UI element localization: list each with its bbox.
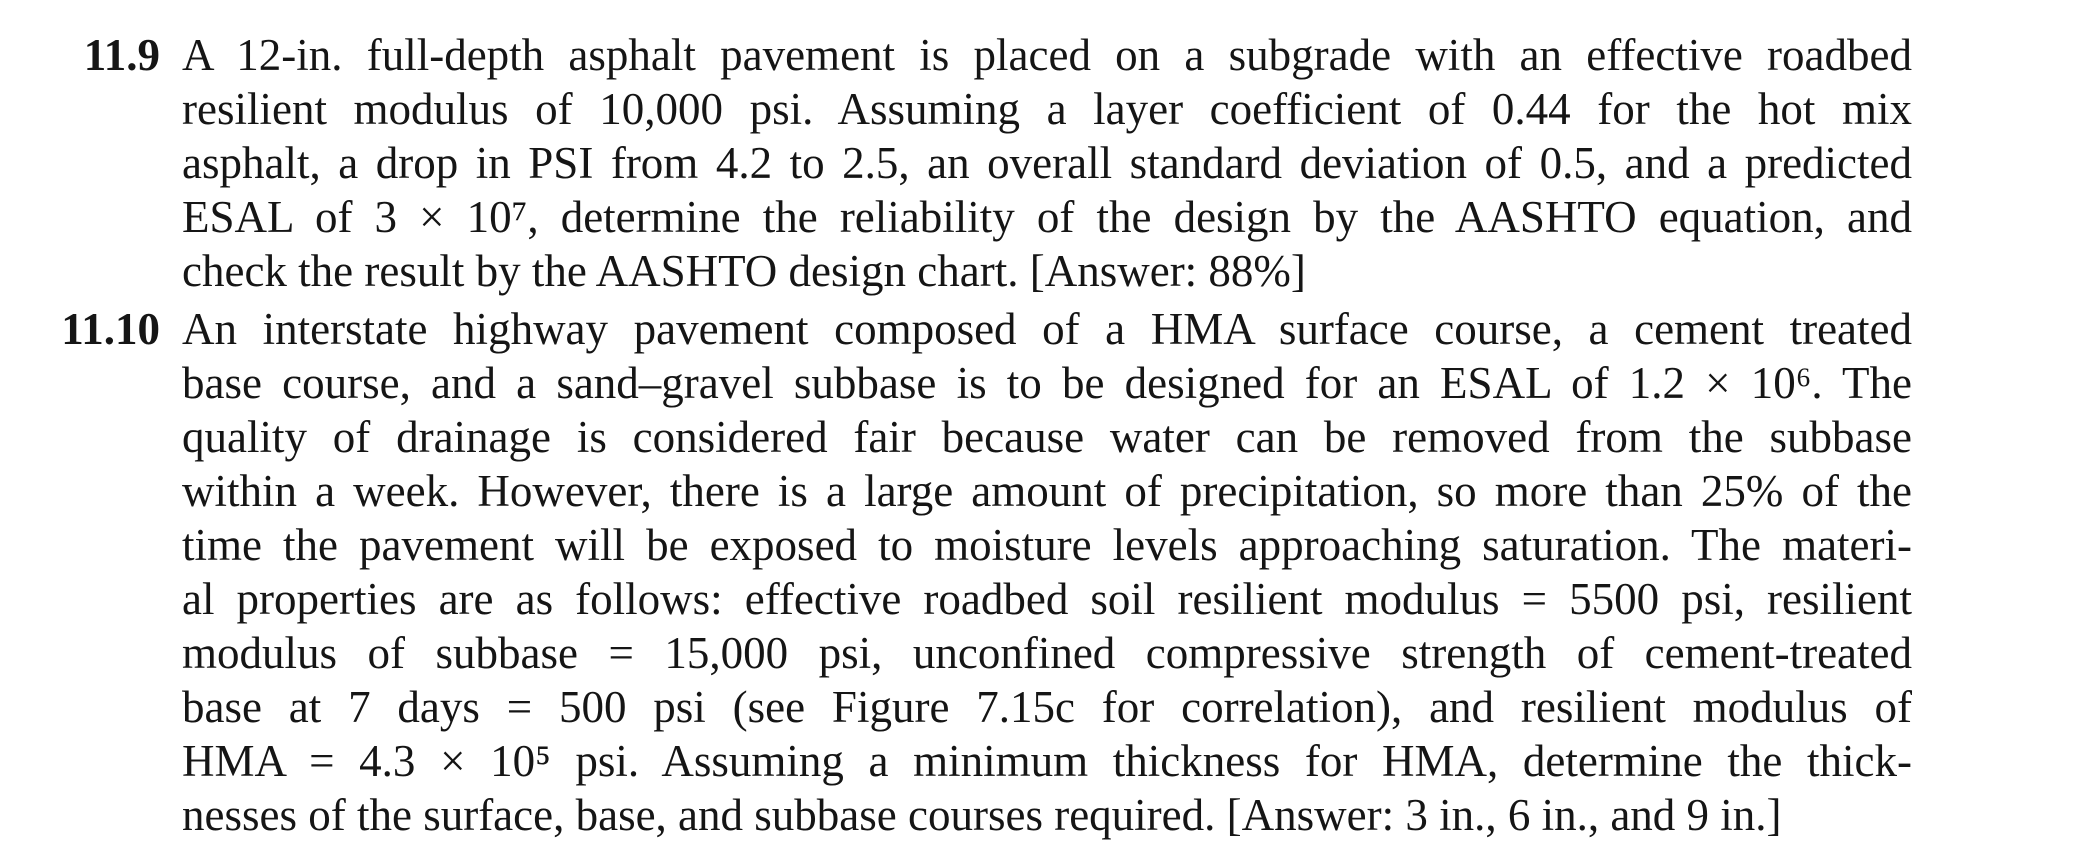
- problem-text-line: A 12-in. full-depth asphalt pavement is placed on a subgrade with an effective roadbed: [182, 30, 1912, 80]
- problem-text-line: base course, and a sand–gravel subbase is to be designed for an ESAL of 1.2 × 10⁶. The: [182, 358, 1912, 408]
- problem-number: 11.10: [61, 304, 160, 354]
- problem-text-line: resilient modulus of 10,000 psi. Assuming a layer coefficient of 0.44 for the hot mix: [182, 84, 1912, 134]
- problem-text-line: check the result by the AASHTO design chart. [Answer: 88%]: [182, 246, 1306, 296]
- problem-text-line: base at 7 days = 500 psi (see Figure 7.15c for correlation), and resilient modulus of: [182, 682, 1912, 732]
- problem-text-line: modulus of subbase = 15,000 psi, unconfined compressive strength of cement-treated: [182, 628, 1912, 678]
- problem-text-line: ESAL of 3 × 10⁷, determine the reliability of the design by the AASHTO equation, and: [182, 192, 1912, 242]
- problem-text-line: asphalt, a drop in PSI from 4.2 to 2.5, an overall standard deviation of 0.5, and a predicted: [182, 138, 1912, 188]
- problem-text-line: nesses of the surface, base, and subbase courses required. [Answer: 3 in., 6 in., and 9 in.]: [182, 790, 1782, 840]
- problem-text-line: An interstate highway pavement composed of a HMA surface course, a cement treated: [182, 304, 1912, 354]
- problem-text-line: time the pavement will be exposed to moisture levels approaching saturation. The materi-: [182, 520, 1912, 570]
- problem-text-line: HMA = 4.3 × 10⁵ psi. Assuming a minimum thickness for HMA, determine the thick-: [182, 736, 1912, 786]
- problem-text-line: quality of drainage is considered fair because water can be removed from the subbase: [182, 412, 1912, 462]
- problem-text-line: within a week. However, there is a large amount of precipitation, so more than 25% of the: [182, 466, 1912, 516]
- problem-number: 11.9: [83, 30, 160, 80]
- problem-text-line: al properties are as follows: effective roadbed soil resilient modulus = 5500 psi, resilient: [182, 574, 1912, 624]
